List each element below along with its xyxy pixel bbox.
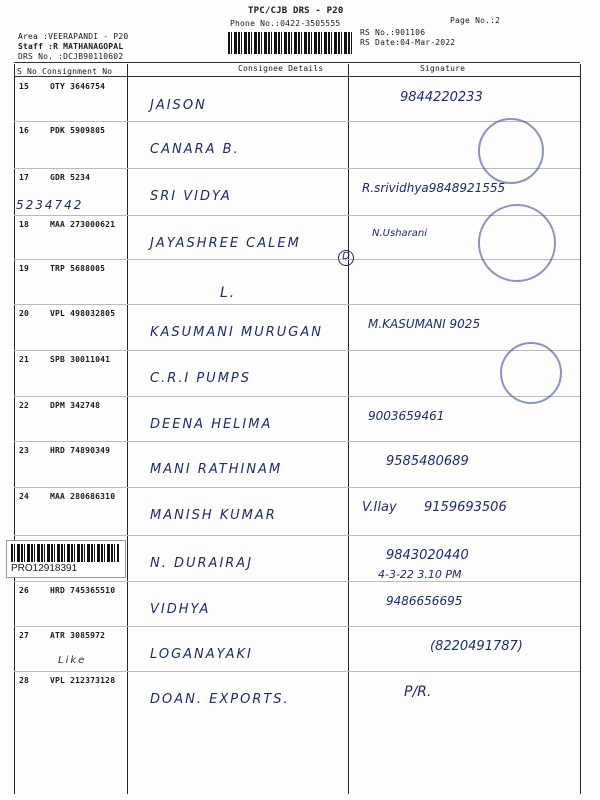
row-signature: 9843020440 <box>386 548 469 563</box>
row-consignee: VIDHYA <box>150 602 211 617</box>
col-consignee: Consignee Details <box>238 64 324 73</box>
rule-right <box>580 64 581 794</box>
row-divider <box>14 487 580 488</box>
header-top-rule <box>14 62 580 63</box>
row-consignment: OTY 3646754 <box>50 82 106 91</box>
row-consignment: MAA 273000621 <box>50 220 116 229</box>
row-sno: 15 <box>19 82 30 91</box>
row-sno: 23 <box>19 446 30 455</box>
row-sno: 21 <box>19 355 30 364</box>
row25-time: 4-3-22 3.10 PM <box>378 568 462 581</box>
company-stamp-top <box>478 118 544 184</box>
row-consignee: LOGANAYAKI <box>150 647 253 662</box>
col-consignment: Consignment No <box>42 67 113 76</box>
phone-number: Phone No.:0422-3505555 <box>230 19 341 28</box>
rs-date: RS Date:04-Mar-2022 <box>360 38 456 47</box>
row-signature: 9003659461 <box>368 409 445 423</box>
row-divider <box>14 626 580 627</box>
header-bottom-rule <box>14 76 580 77</box>
rule-signature <box>348 64 349 794</box>
row-consignment: DPM 342748 <box>50 401 101 410</box>
row-sno: 22 <box>19 401 30 410</box>
sheet-title: TPC/CJB DRS - P20 <box>248 6 344 16</box>
row-consignment: VPL 498032805 <box>50 309 116 318</box>
row24-signature: V.Ilay <box>362 500 397 515</box>
header-barcode <box>228 32 353 54</box>
row-consignment: HRD 74890349 <box>50 446 111 455</box>
row-consignee: DEENA HELIMA <box>150 417 273 432</box>
row-sno: 28 <box>19 676 30 685</box>
area-label: Area :VEERAPANDI - P20 <box>18 32 129 41</box>
row-divider <box>14 581 580 582</box>
row-sno: 16 <box>19 126 30 135</box>
row-sno: 19 <box>19 264 30 273</box>
row27-note: Like <box>58 655 87 666</box>
rule-left <box>14 64 15 794</box>
row-sno: 24 <box>19 492 30 501</box>
staff-label: Staff :R MATHANAGOPAL <box>18 42 124 51</box>
row-consignment: ATR 3085972 <box>50 631 106 640</box>
sticker-barcode <box>11 544 119 562</box>
row-consignee: MANI RATHINAM <box>150 462 283 477</box>
row-consignee: KASUMANI MURUGAN <box>150 325 323 340</box>
row-sno: 20 <box>19 309 30 318</box>
row-signature: 9159693506 <box>424 500 507 515</box>
rs-number: RS No.:901106 <box>360 28 426 37</box>
row-signature: 9844220233 <box>400 90 483 105</box>
row-sno: 27 <box>19 631 30 640</box>
row-divider <box>14 535 580 536</box>
row-consignee: SRI VIDYA <box>150 189 232 204</box>
row-consignee: C.R.I PUMPS <box>150 371 252 386</box>
sticker-id: PRO12918391 <box>11 563 78 574</box>
row-divider <box>14 396 580 397</box>
row-sno: 26 <box>19 586 30 595</box>
row-consignment: MAA 280686310 <box>50 492 116 501</box>
row-signature: 9585480689 <box>386 454 469 469</box>
row-sno: 18 <box>19 220 30 229</box>
row-consignee: MANISH KUMAR <box>150 508 277 523</box>
row17-note: 5234742 <box>16 198 84 212</box>
row-signature: (8220491787) <box>430 639 523 654</box>
row-consignment: GDR 5234 <box>50 173 91 182</box>
row-sno: 17 <box>19 173 30 182</box>
row-signature: N.Usharani <box>372 228 428 239</box>
row-signature: M.KASUMANI 9025 <box>368 317 481 331</box>
row-consignee: JAYASHREE CALEM <box>150 236 301 251</box>
row-divider <box>14 441 580 442</box>
company-stamp-middle <box>478 204 556 282</box>
col-sno: S No <box>17 67 38 76</box>
consignment-sticker <box>6 540 126 578</box>
row-consignment: SPB 30011041 <box>50 355 111 364</box>
row-divider <box>14 350 580 351</box>
row-consignment: PDK 5909805 <box>50 126 106 135</box>
row-consignment: TRP 5688005 <box>50 264 106 273</box>
row-consignment: HRD 745365510 <box>50 586 116 595</box>
row-signature: R.srividhya9848921555 <box>362 181 506 195</box>
col-signature: Signature <box>420 64 466 73</box>
row-consignee: CANARA B. <box>150 142 240 157</box>
page-number: Page No.:2 <box>450 16 501 25</box>
row18-initial: D <box>338 250 354 266</box>
row-consignee: DOAN. EXPORTS. <box>150 692 290 707</box>
row-signature: 9486656695 <box>386 594 463 608</box>
row-divider <box>14 671 580 672</box>
company-stamp-lower <box>500 342 562 404</box>
row-consignee: JAISON <box>150 98 207 113</box>
row-divider <box>14 304 580 305</box>
row-signature: P/R. <box>404 684 432 700</box>
drs-number: DRS No. :DCJB90110602 <box>18 52 124 61</box>
rule-consignee <box>127 64 128 794</box>
row19-note: L. <box>220 285 237 301</box>
row-consignee: N. DURAIRAJ <box>150 556 254 571</box>
row-consignment: VPL 212373128 <box>50 676 116 685</box>
